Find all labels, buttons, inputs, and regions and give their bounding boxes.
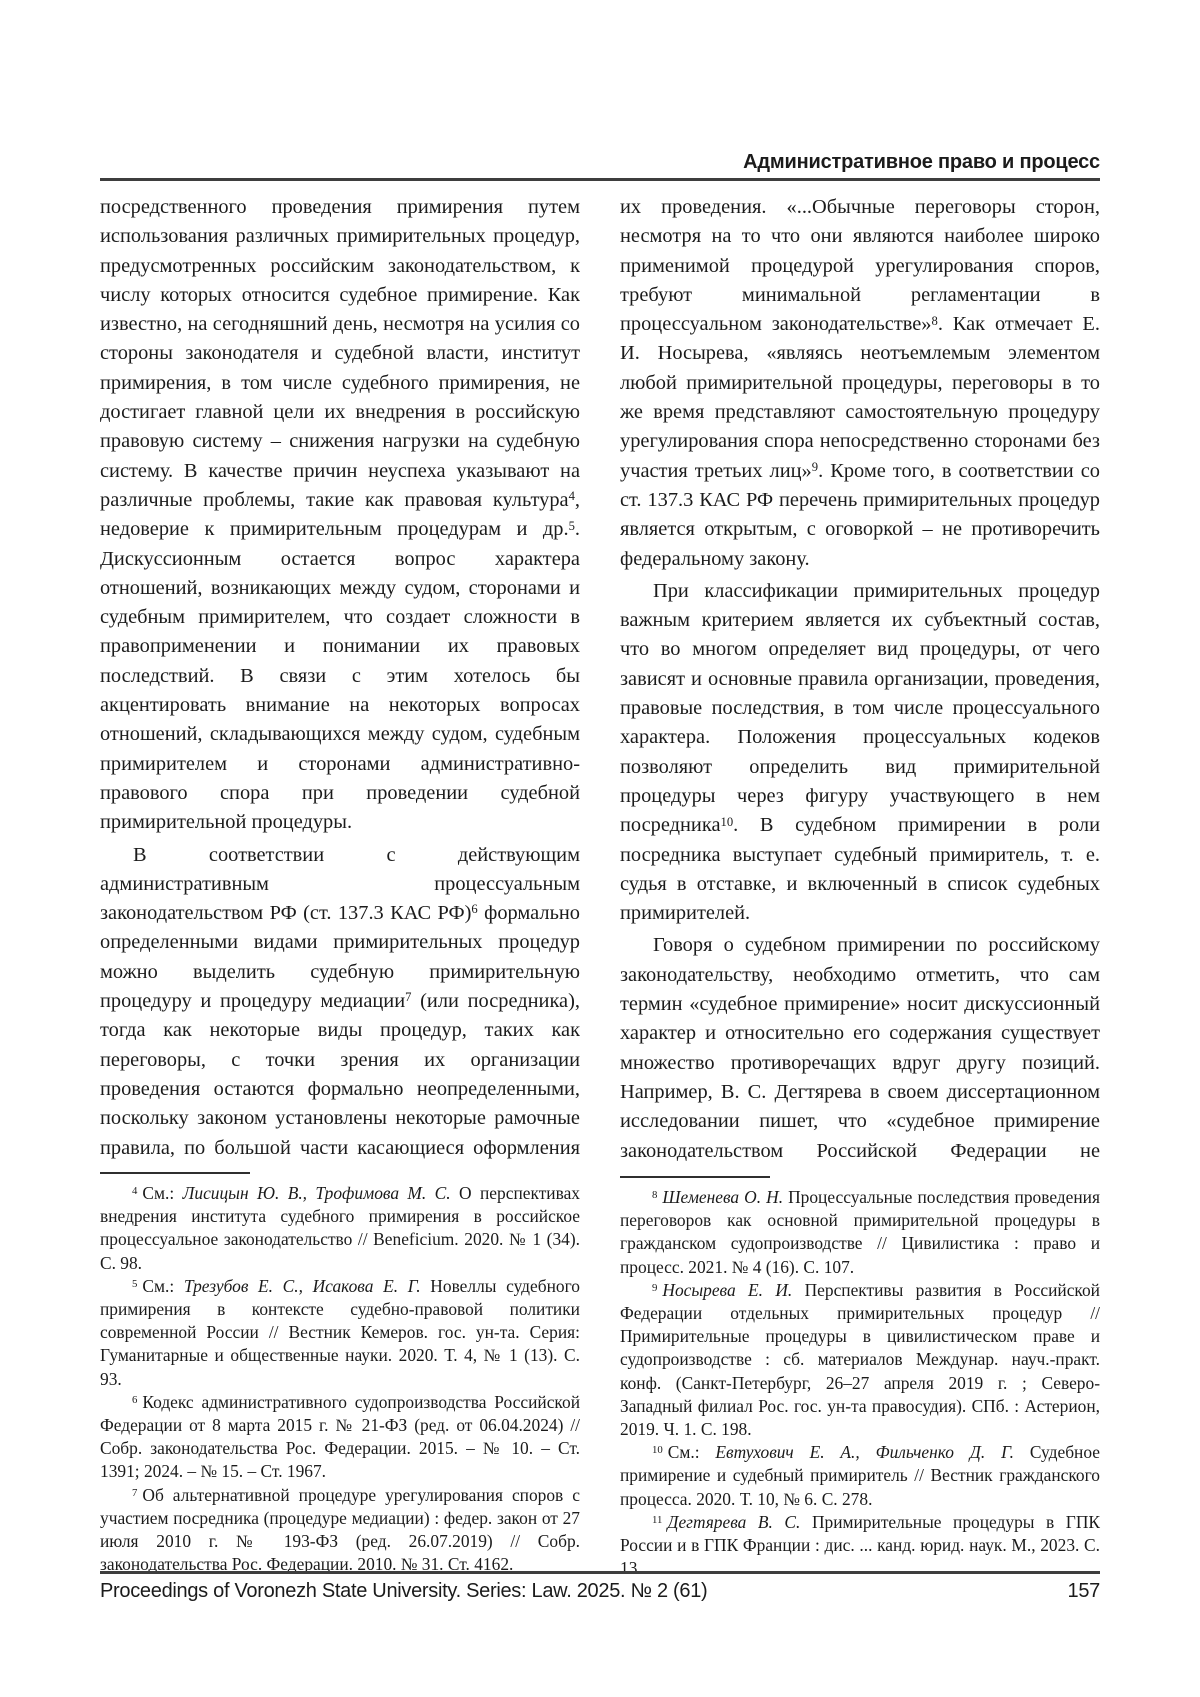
footnote-number: 7 [132, 1486, 138, 1499]
footnote-number: 10 [652, 1444, 663, 1457]
footnote-number: 9 [652, 1281, 658, 1294]
footnote [100, 1275, 580, 1391]
paragraph: В соответствии с действующим административным процессуальным законодательством РФ (ст. 137.3 КАС РФ)$^6$ формально определенными видами примирительных процедур можно выделить судебную примирительную процедуру и процедуру медиации$^7$ (или посредника), тогда как некоторые виды процедур, таких как переговоры, с точки зрения их организации проведения остаются формально неопределенными, поскольку законом установлены некоторые рамочные правила, по большой части касающиеся оформления [100, 843, 580, 1159]
footnote-text: См.: Лисицын Ю. В., Трофимова М. С. О перспективах внедрения института судебного примирения в российское процессуальное законодательство // Beneficium. 2020. № 1 (34). С. 98. [100, 1183, 580, 1273]
footnote-text: См.: Евтухович Е. А., Фильченко Д. Г. Судебное примирение и судебный примиритель // Вестник гражданского процесса. 2020. Т. 10, № 6. С. 278. [620, 1442, 1100, 1509]
footnote [620, 1441, 1100, 1511]
page-header [100, 0, 1100, 174]
paragraph: их проведения. «...Обычные переговоры сторон, несмотря на то что они являются наиболее широко применимой процедурой урегулирования споров, требуют минимальной регламентации в процессуальном законодательстве»$^8$. Как отмечает Е. И. Носырева, «являясь неотъемлемым элементом любой примирительной процедуры, переговоры в то же время представляют самостоятельную процедуру урегулирования спора непосредственно сторонами без участия третьих лиц»$^9$. Кроме того, в соответствии со ст. 137.3 КАС РФ перечень примирительных процедур является открытым, с оговоркой – не противоречить федеральному закону. [620, 196, 1100, 570]
footnote [100, 1484, 580, 1577]
section-title: Административное право и процесс [743, 151, 1100, 173]
left-column-footnotes [100, 1182, 580, 1576]
footnote [620, 1186, 1100, 1279]
footnote [620, 1279, 1100, 1441]
header-rule [100, 178, 1100, 181]
page-footer [100, 1571, 1100, 1603]
journal-info: Proceedings of Voronezh State University. Series: Law. 2025. № 2 (61) [100, 1580, 708, 1602]
footnote [620, 1511, 1100, 1581]
footnote-separator [620, 1176, 770, 1178]
footnote-number: 11 [652, 1514, 663, 1526]
right-column-body [620, 193, 1100, 1167]
footnote-number: 6 [132, 1393, 138, 1406]
footnote-separator [100, 1172, 250, 1174]
footnote-number: 5 [132, 1277, 138, 1290]
paragraph: При классификации примирительных процедур важным критерием является их субъектный состав, что во многом определяет вид процедуры, от чего зависят и основные правила организации, проведения, правовые последствия, в том числе процессуального характера. Положения процессуальных кодеков позволяют определить вид примирительной процедуры через фигуру участвующего в нем посредника$^{10}$. В судебном примирении в роли посредника выступает судебный примиритель, т. е. судья в отставке, и включенный в список судебных примирителей. [620, 579, 1100, 925]
left-column [100, 193, 580, 1580]
footnote-number: 4 [132, 1185, 138, 1198]
page-content [100, 0, 1100, 1580]
footnote [100, 1391, 580, 1484]
paragraph: Говоря о судебном примирении по российскому законодательству, необходимо отметить, что сам термин «судебное примирение» носит дискуссионный характер и относительно его содержания существует множество противоречащих вдруг другу позиций. Например, В. С. Дегтярева в своем диссертационном исследовании пишет, что «судебное примирение законодательством Российской Федерации не [620, 934, 1100, 1162]
left-column-body [100, 193, 580, 1163]
footnote-text: Дегтярева В. С. Примирительные процедуры в ГПК России и в ГПК Франции : дис. ... канд. юрид. наук. М., 2023. С. 13. [620, 1511, 1100, 1579]
footnote-text: Об альтернативной процедуре урегулирования споров с участием посредника (процедуре медиации) : федер. закон от 27 июля 2010 г. № 193-ФЗ (ред. 26.07.2019) // Собр. законодательства Рос. Федерации. 2010. № 31. Ст. 4162. [100, 1484, 580, 1575]
right-column-footnotes [620, 1186, 1100, 1580]
text-columns [100, 193, 1100, 1580]
footnote-text: См.: Трезубов Е. С., Исакова Е. Г. Новеллы судебного примирения в контексте судебно-правовой политики современной России // Вестник Кемеров. гос. ун-та. Серия: Гуманитарные и общественные науки. 2020. Т. 4, № 1 (13). С. 93. [100, 1275, 580, 1389]
footnote-text: Шеменева О. Н. Процессуальные последствия проведения переговоров как основной примирительной процедуры в гражданском судопроизводстве // Цивилистика : право и процесс. 2021. № 4 (16). С. 107. [620, 1187, 1100, 1277]
paragraph: посредственного проведения примирения путем использования различных примирительных процедур, предусмотренных российским законодательством, к числу которых относится судебное примирение. Как известно, на сегодняшний день, несмотря на усилия со стороны законодателя и судебной власти, институт примирения, в том числе судебного примирения, не достигает главной цели их внедрения в российскую правовую систему – снижения нагрузки на судебную систему. В качестве причин неуспеха указывают на различные проблемы, такие как правовая культура$^4$, недоверие к примирительным процедурам и др.$^5$. Дискуссионным остается вопрос характера отношений, возникающих между судом, сторонами и судебным примирителем, что создает сложности в правоприменении и понимании их правовых последствий. В связи с этим хотелось бы акцентировать внимание на некоторых вопросах отношений, складывающихся между судом, судебным примирителем и сторонами административно-правового спора при проведении судебной примирительной процедуры. [100, 196, 580, 834]
footnote-number: 8 [652, 1189, 658, 1202]
right-column [620, 193, 1100, 1580]
footnote-text: Кодекс административного судопроизводства Российской Федерации от 8 марта 2015 г. № 21-ФЗ (ред. от 06.04.2024) // Собр. законодательства Рос. Федерации. 2015. – № 10. – Ст. 1391; 2024. – № 15. – Ст. 1967. [100, 1391, 580, 1482]
footnote-text: Носырева Е. И. Перспективы развития в Российской Федерации отдельных примирительных процедур // Примирительные процедуры в цивилистическом праве и судопроизводстве : сб. материалов Междунар. науч.-практ. конф. (Санкт-Петербург, 26–27 апреля 2019 г. ; Северо-Западный филиал Рос. гос. ун-та правосудия). СПб. : Астерион, 2019. Ч. 1. С. 198. [620, 1279, 1100, 1440]
footnote [100, 1182, 580, 1275]
page-number: 157 [1067, 1580, 1100, 1602]
